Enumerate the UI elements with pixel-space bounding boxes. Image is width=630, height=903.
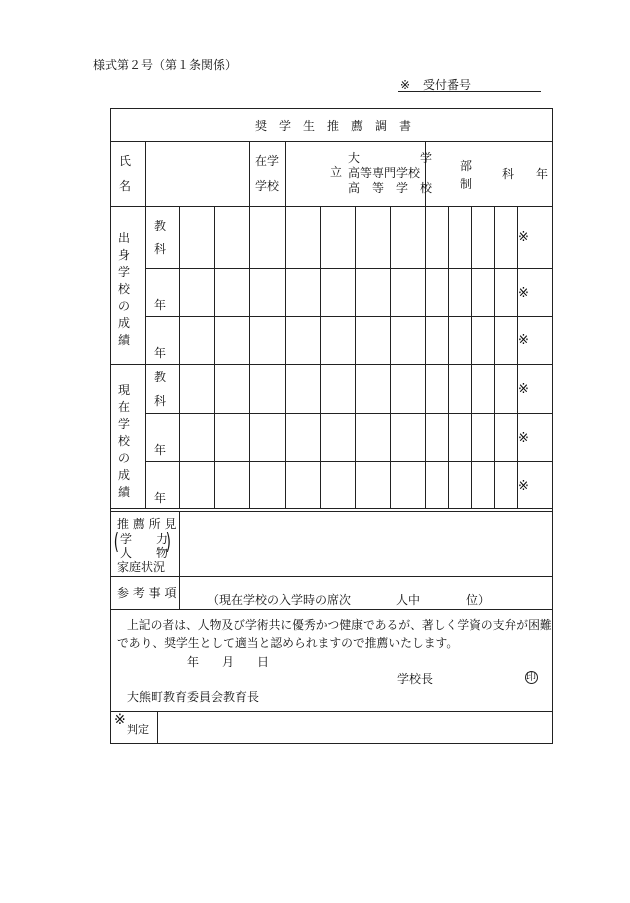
declaration-line-1: 上記の者は、人物及び学術共に優秀かつ健康であるが、著しく学資の支弁が困難 (127, 618, 552, 632)
reference-divider (110, 609, 553, 610)
current-school-grades-label: 現在学校の成績 (117, 383, 130, 499)
addressee: 大熊町教育委員会教育長 (127, 690, 260, 704)
grades-section-divider (110, 364, 553, 365)
judgment-mark: ※ (114, 712, 126, 728)
remark-mark: ※ (518, 431, 529, 446)
reception-label: 受付番号 (423, 78, 472, 92)
prev-year-label-2: 年 (154, 346, 167, 360)
recommendation-item-character: 人 物 (120, 546, 169, 560)
department-label: 部 (460, 159, 473, 173)
prev-school-grades-label: 出身学校の成績 (117, 231, 130, 347)
date-day: 日 (257, 655, 270, 669)
current-subject-label-top: 教 (154, 370, 167, 384)
reference-text-people: 人中 (396, 593, 421, 607)
recommendation-item-ability: 学 力 (120, 532, 169, 546)
reception-number-underline (398, 91, 541, 92)
school-type-high-school: 高 等 学 校 (348, 181, 433, 195)
date-month: 月 (222, 655, 235, 669)
current-subject-label-bottom: 科 (154, 394, 167, 408)
recommendation-divider (110, 576, 553, 577)
school-label-top: 在学 (255, 154, 280, 168)
judgment-label: 判定 (127, 723, 149, 736)
course-label: 科 (502, 167, 515, 181)
current-year-label-2: 年 (154, 491, 167, 505)
school-type-university: 大 学 (348, 151, 433, 165)
reference-text-position: 位） (466, 593, 491, 607)
prev-subject-label-bottom: 科 (154, 242, 167, 256)
school-type-technical-college: 高等専門学校 (348, 166, 421, 180)
name-label-top: 氏 (119, 154, 132, 168)
declaration-line-2: であり、奨学生として適当と認められますので推薦いたします。 (117, 636, 459, 650)
system-label: 制 (460, 177, 473, 191)
reference-label: 参 考 事 項 (117, 586, 177, 600)
form-title: 奨 学 生 推 薦 調 書 (255, 119, 412, 133)
right-paren: ) (165, 530, 171, 555)
judgment-input[interactable] (158, 712, 552, 743)
form-number: 様式第２号（第１条関係） (93, 58, 238, 72)
current-year-label-1: 年 (154, 443, 167, 457)
name-label-bottom: 名 (119, 179, 132, 193)
school-type-prefix: 立 (330, 165, 343, 179)
remark-mark: ※ (518, 230, 529, 245)
reception-mark: ※ (400, 78, 411, 92)
name-input[interactable] (146, 142, 248, 205)
grades-bottom-divider (110, 508, 553, 509)
remark-mark: ※ (518, 382, 529, 397)
prev-year-label-1: 年 (154, 298, 167, 312)
seal-mark: 印 (526, 672, 536, 683)
remark-mark: ※ (518, 286, 529, 301)
recommendation-input[interactable] (180, 512, 552, 575)
remark-mark: ※ (518, 333, 529, 348)
year-label: 年 (536, 167, 549, 181)
left-paren: ( (113, 530, 119, 555)
reference-text-rank: （現在学校の入学時の席次 (207, 593, 352, 607)
remark-mark: ※ (518, 479, 529, 494)
recommendation-item-family: 家庭状況 (117, 560, 166, 574)
recommendation-label: 推 薦 所 見 (117, 517, 177, 531)
principal-label: 学校長 (397, 672, 434, 686)
name-row-divider (110, 206, 553, 207)
school-label-bottom: 学校 (255, 179, 280, 193)
prev-subject-label-top: 教 (154, 219, 167, 233)
date-year: 年 (187, 655, 200, 669)
